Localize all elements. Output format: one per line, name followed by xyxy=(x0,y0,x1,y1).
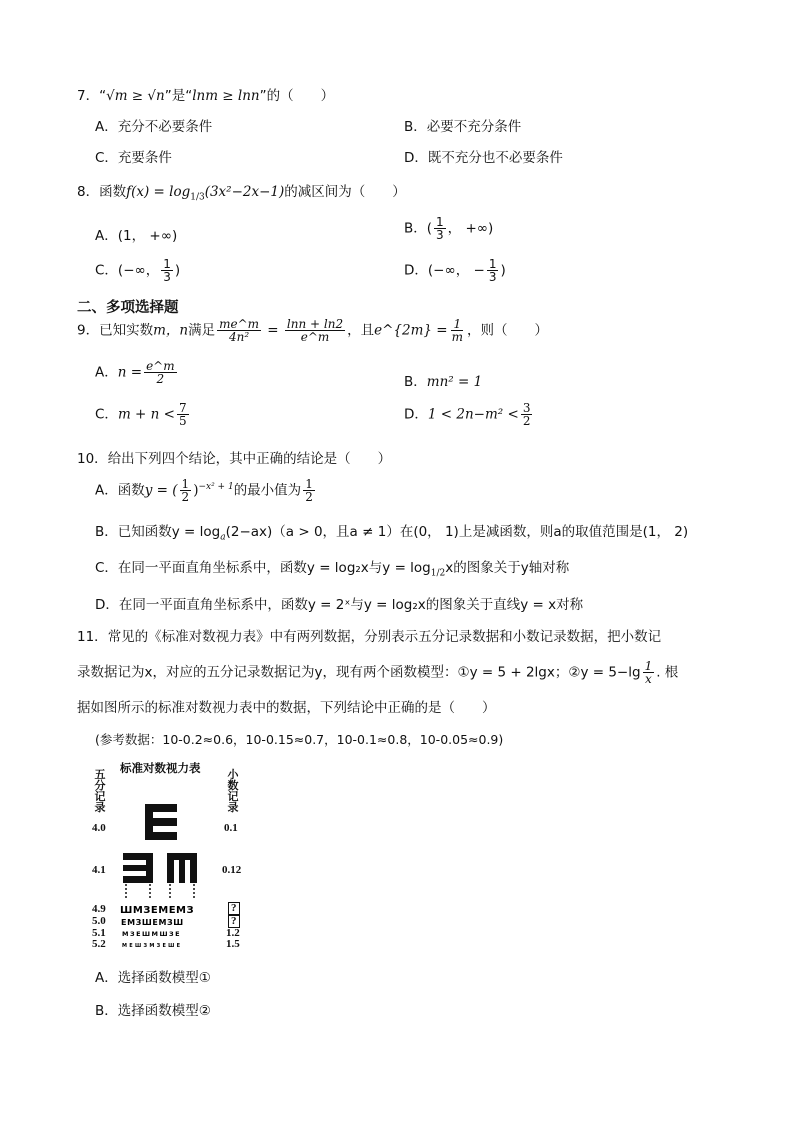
math: mn² = 1 xyxy=(426,374,483,390)
option-text: A．函数 xyxy=(95,482,145,499)
option-text: D．(−∞， − xyxy=(404,262,485,279)
eye-chart-optotypes xyxy=(90,760,250,956)
row-right-0-12: 0.12 xyxy=(222,864,242,876)
denominator: 2 xyxy=(181,490,190,504)
left-column-header: 五 分 记 录 xyxy=(94,769,106,814)
reference-data: (参考数据：10-0.2≈0.6，10-0.15≈0.7，10-0.1≈0.8，10-0.05≈0.9) xyxy=(95,732,504,747)
right-column-header: 小 数 记 录 xyxy=(227,769,239,814)
math-vars: m，n xyxy=(153,322,189,339)
q11-option-b: B．选择函数模型② xyxy=(95,1003,211,1019)
optotype-row-4-9: ШMЗEMEMЗ xyxy=(120,905,195,916)
eye-chart-title: 标准对数视力表 xyxy=(120,763,201,775)
q7-option-b: B．必要不充分条件 xyxy=(404,119,522,135)
stem-text: 的减区间为（ ） xyxy=(284,184,406,200)
question-number: 11． xyxy=(77,629,108,645)
denominator: 4n² xyxy=(228,330,250,344)
option-text: ) xyxy=(174,262,181,279)
fraction xyxy=(434,216,446,241)
q11-option-a: A．选择函数模型① xyxy=(95,970,211,986)
denominator: 3 xyxy=(163,270,171,284)
option-letter: B． xyxy=(404,374,427,390)
question-number: 8． xyxy=(77,184,100,200)
fraction xyxy=(144,360,177,385)
q9-option-c xyxy=(95,402,191,427)
log-base: 1/3 xyxy=(190,192,205,203)
row-left-5-1: 5.1 xyxy=(92,927,106,939)
stem-text: ”的（ ） xyxy=(259,88,335,104)
numerator: 1 xyxy=(181,477,190,491)
row-left-4-0: 4.0 xyxy=(92,822,106,834)
fraction xyxy=(521,402,533,427)
question-11-line-3: 据如图所示的标准对数视力表中的数据，下列结论中正确的是（ ） xyxy=(77,700,496,716)
question-number: 7． xyxy=(77,88,100,104)
q10-option-c xyxy=(95,556,569,579)
math-condition-2: lnm ≥ lnn xyxy=(192,88,260,104)
q10-option-a: A．函数y = ( $\frac{1}{2}$ )$^{-x^2 + 1}$的最小值为 $\frac{1}{2}$ xyxy=(95,477,313,504)
row-left-4-9: 4.9 xyxy=(92,903,106,915)
numerator: 1 xyxy=(163,257,171,271)
question-11-line-1 xyxy=(77,625,661,645)
q10-option-b xyxy=(95,520,688,543)
optotype-row-5-2: MEШЗMЗEШE xyxy=(122,943,183,949)
stem-text: 已知实数 xyxy=(99,322,154,339)
numerator: 1 xyxy=(436,215,444,229)
exponent: −x² + 1 xyxy=(198,482,234,492)
stem-text: 满足 xyxy=(188,322,216,339)
fraction xyxy=(285,318,345,343)
question-number: 10． xyxy=(77,451,108,467)
q7-option-c: C．充要条件 xyxy=(95,150,172,166)
row-left-4-1: 4.1 xyxy=(92,864,106,876)
denominator: x xyxy=(644,672,652,686)
row-left-5-2: 5.2 xyxy=(92,938,106,950)
section-heading: 二、多项选择题 xyxy=(77,300,179,316)
row-right-1-5: 1.5 xyxy=(226,938,240,950)
question-10-stem xyxy=(77,447,391,467)
row-right-0-1: 0.1 xyxy=(224,822,238,834)
optotype-row-5-0: EMЗШEMЗШ xyxy=(121,918,184,927)
option-text: ， +∞) xyxy=(447,220,494,237)
numerator: 1 xyxy=(644,659,653,673)
math-condition-1: √m ≥ √n xyxy=(106,88,165,104)
option-letter: D． xyxy=(404,406,428,423)
optotype-e-reversed xyxy=(123,853,153,883)
denominator: 2 xyxy=(522,414,531,428)
denominator: 3 xyxy=(436,228,444,242)
fraction xyxy=(487,258,499,283)
log-base: a xyxy=(220,532,226,543)
stem-text: 录数据记为x，对应的五分记录数据记为y，现有两个函数模型：①y = 5 + 2lgx；②y = 5−lg xyxy=(77,664,641,681)
row-right-unknown: ? xyxy=(228,915,240,928)
fraction xyxy=(180,478,192,503)
q7-option-a: A．充分不必要条件 xyxy=(95,119,213,135)
option-text: 的最小值为 xyxy=(233,482,302,499)
question-11-line-2 xyxy=(77,660,678,685)
dotted-guides xyxy=(126,884,194,900)
question-number: 9． xyxy=(77,322,100,339)
fraction xyxy=(303,478,315,503)
q8-option-c xyxy=(95,258,180,283)
math-equation: e^{2m} = xyxy=(374,322,448,339)
fraction xyxy=(643,660,655,685)
optotype-e-down xyxy=(167,853,197,883)
option-letter: C． xyxy=(95,406,118,423)
option-letter: A． xyxy=(95,364,118,381)
fraction xyxy=(177,402,189,427)
option-text: B．( xyxy=(404,220,433,237)
numerator: 1 xyxy=(453,317,462,331)
question-7-stem xyxy=(77,84,334,104)
question-8-stem xyxy=(77,180,406,203)
math: m + n < xyxy=(117,406,175,423)
option-text: C．(−∞， xyxy=(95,262,160,279)
stem-text: . 根 xyxy=(656,664,679,681)
numerator: me^m xyxy=(219,317,260,331)
option-text: B．已知函数y = log xyxy=(95,524,221,540)
option-text: x的图象关于y轴对称 xyxy=(445,560,570,576)
question-9-stem: 9．已知实数m，n满足 $\frac{me\^{}m}{\text{4n²}}$ = $\frac{\ln n + \ln 2}{e\^{}m}$ ，且e^{2m} = $\frac{1}{m}$ ，则（ ） xyxy=(77,317,548,344)
eye-chart-figure xyxy=(90,760,250,956)
optotype-row-5-1: MЗEШMШЗE xyxy=(122,930,182,938)
fraction xyxy=(161,258,173,283)
stem-text: ”是“ xyxy=(164,88,193,104)
denominator: e^m xyxy=(300,330,330,344)
math-function: f(x) = log xyxy=(126,184,191,200)
numerator: 7 xyxy=(178,401,187,415)
stem-text: ，则（ ） xyxy=(466,322,548,339)
row-left-5-0: 5.0 xyxy=(92,915,106,927)
denominator: 2 xyxy=(156,372,165,386)
denominator: 2 xyxy=(305,490,313,504)
denominator: 5 xyxy=(178,414,187,428)
math: y = ( xyxy=(144,482,178,499)
numerator: e^m xyxy=(146,359,175,373)
math-argument: (3x²−2x−1) xyxy=(204,184,285,200)
q9-option-b xyxy=(404,370,482,390)
fraction xyxy=(217,318,261,343)
numerator: 3 xyxy=(522,401,531,415)
row-right-1-2: 1.2 xyxy=(226,927,240,939)
optotype-e-large xyxy=(145,804,177,840)
quote-open: “ xyxy=(99,88,107,104)
q8-option-b xyxy=(404,216,493,241)
stem-text: 常见的《标准对数视力表》中有两列数据，分别表示五分记录数据和小数记录数据，把小数记 xyxy=(107,629,662,645)
q9-option-d xyxy=(404,402,534,427)
numerator: 1 xyxy=(488,257,497,271)
stem-text: 函数 xyxy=(99,184,127,200)
q8-option-a: A．(1， +∞) xyxy=(95,228,178,244)
numerator: lnn + ln2 xyxy=(286,317,344,331)
log-base: 1/2 xyxy=(430,568,446,579)
stem-text: 给出下列四个结论，其中正确的结论是（ ） xyxy=(107,451,392,467)
option-text: C．在同一平面直角坐标系中，函数y = log₂x与y = log xyxy=(95,560,431,576)
q10-option-d: D．在同一平面直角坐标系中，函数y = 2ˣ与y = log₂x的图象关于直线y = x对称 xyxy=(95,597,584,613)
stem-text: ，且 xyxy=(347,322,375,339)
numerator: 1 xyxy=(305,477,313,491)
q9-option-a xyxy=(95,360,179,385)
q7-option-d: D．既不充分也不必要条件 xyxy=(404,150,563,166)
math: n = xyxy=(117,364,143,381)
denominator: m xyxy=(451,330,463,344)
option-text: ) xyxy=(500,262,506,279)
fraction xyxy=(450,318,465,343)
denominator: 3 xyxy=(488,270,497,284)
row-right-unknown: ? xyxy=(228,902,240,915)
q8-option-d xyxy=(404,258,506,283)
math: 1 < 2n−m² < xyxy=(427,406,519,423)
option-text: (2−ax)（a > 0，且a ≠ 1）在(0， 1)上是减函数，则a的取值范围是(1， 2) xyxy=(225,524,689,540)
